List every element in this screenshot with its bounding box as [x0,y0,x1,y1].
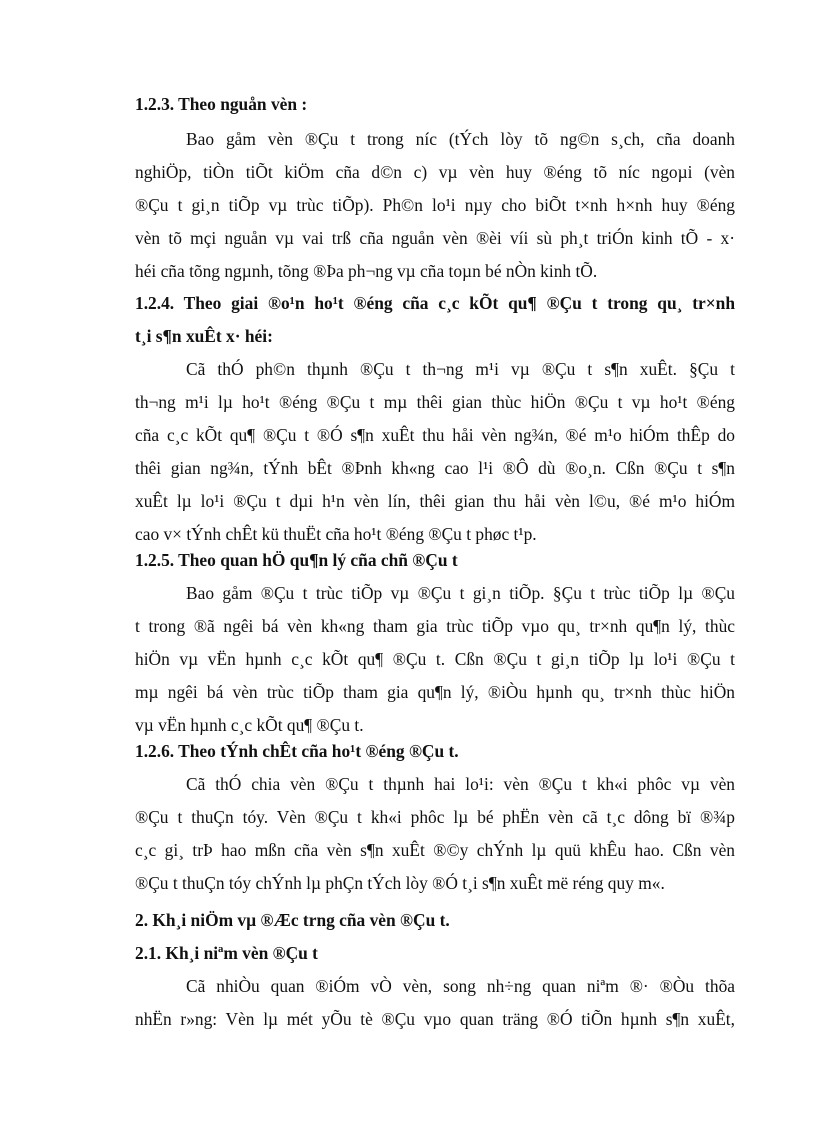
paragraph-line: thêi gian ng¾n, tÝnh bÊt ®Þnh kh«ng cao l¹i ®Ô dù ®o¸n. Cßn ®Çu t s¶n [135,458,735,478]
heading-1-2-4-cont: t¸i s¶n xuÊt x· héi: [135,326,273,346]
paragraph-line: cña c¸c kÕt qu¶ ®Çu t ®Ó s¶n xuÊt thu håi vèn ng¾n, ®é m¹o hiÓm thÊp do [135,425,735,445]
paragraph-line: c¸c gi¸ trÞ hao mßn cña vèn s¶n xuÊt ®©y chÝnh lµ quü khÊu hao. Cßn vèn [135,840,735,860]
paragraph-line: Bao gåm ®Çu t trùc tiÕp vµ ®Çu t gi¸n tiÕp. §Çu t trùc tiÕp lµ ®Çu [186,583,735,603]
heading-1-2-6: 1.2.6. Theo tÝnh chÊt cña ho¹t ®éng ®Çu t. [135,741,459,761]
paragraph-line: Cã thÓ chia vèn ®Çu t thµnh hai lo¹i: vèn ®Çu t kh«i phôc vµ vèn [186,774,735,794]
paragraph-line: héi cña tõng ngµnh, tõng ®Þa ph¬ng vµ cña toµn bé nÒn kinh tÕ. [135,261,598,281]
paragraph-line: Cã nhiÒu quan ®iÓm vÒ vèn, song nh÷ng quan niªm ®· ®Òu thõa [186,976,735,996]
paragraph-line: t trong ®ã ngêi bá vèn kh«ng tham gia trùc tiÕp vµo qu¸ tr×nh qu¶n lý, thùc [135,616,735,636]
paragraph-line: cao v× tÝnh chÊt kü thuËt cña ho¹t ®éng ®Çu t phøc t¹p. [135,524,537,544]
heading-2-1: 2.1. Kh¸i niªm vèn ®Çu t [135,943,318,963]
paragraph-line: th¬ng m¹i lµ ho¹t ®éng ®Çu t mµ thêi gian thùc hiÖn ®Çu t vµ ho¹t ®éng [135,392,735,412]
paragraph-line: nhËn r»ng: Vèn lµ mét yÕu tè ®Çu vµo quan träng ®Ó tiÕn hµnh s¶n xuÊt, [135,1009,735,1029]
heading-1-2-5: 1.2.5. Theo quan hÖ qu¶n lý cña chñ ®Çu t [135,550,458,570]
paragraph-line: ®Çu t thuÇn tóy. Vèn ®Çu t kh«i phôc lµ bé phËn vèn cã t¸c dông bï ®¾p [135,807,735,827]
heading-1-2-4: 1.2.4. Theo giai ®o¹n ho¹t ®éng cña c¸c kÕt qu¶ ®Çu t trong qu¸ tr×nh [135,293,735,313]
paragraph-line: nghiÖp, tiÒn tiÕt kiÖm cña d©n c) vµ vèn huy ®éng tõ níc ngoµi (vèn [135,162,735,182]
paragraph-line: hiÖn vµ vËn hµnh c¸c kÕt qu¶ ®Çu t. Cßn ®Çu t gi¸n tiÕp lµ lo¹i ®Çu t [135,649,735,669]
paragraph-line: vèn tõ mçi nguån vµ vai trß cña nguån vèn ®èi víi sù ph¸t triÓn kinh tÕ - x· [135,228,735,248]
paragraph-line: Cã thÓ ph©n thµnh ®Çu t th¬ng m¹i vµ ®Çu t s¶n xuÊt. §Çu t [186,359,735,379]
heading-2: 2. Kh¸i niÖm vµ ®Æc trng cña vèn ®Çu t. [135,910,450,930]
paragraph-line: vµ vËn hµnh c¸c kÕt qu¶ ®Çu t. [135,715,364,735]
paragraph-line: mµ ngêi bá vèn trùc tiÕp tham gia qu¶n lý, ®iÒu hµnh qu¸ tr×nh thùc hiÖn [135,682,735,702]
paragraph-line: Bao gåm vèn ®Çu t trong níc (tÝch lòy tõ ng©n s¸ch, cña doanh [186,129,735,149]
paragraph-line: xuÊt lµ lo¹i ®Çu t dµi h¹n vèn lín, thêi gian thu håi vèn l©u, ®é m¹o hiÓm [135,491,735,511]
heading-1-2-3: 1.2.3. Theo nguån vèn : [135,94,308,114]
paragraph-line: ®Çu t thuÇn tóy chÝnh lµ phÇn tÝch lòy ®Ó t¸i s¶n xuÊt më réng quy m«. [135,873,665,893]
paragraph-line: ®Çu t gi¸n tiÕp vµ trùc tiÕp). Ph©n lo¹i nµy cho biÕt t×nh h×nh huy ®éng [135,195,735,215]
